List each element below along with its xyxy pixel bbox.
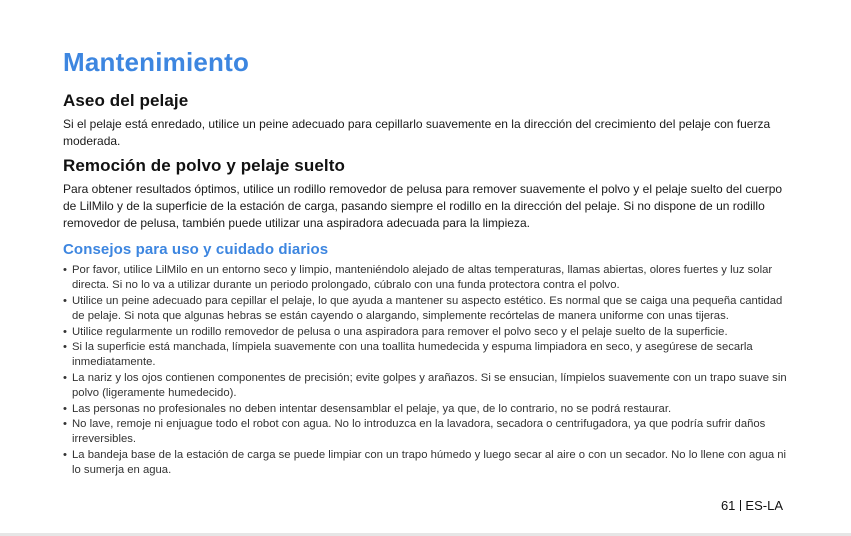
section-text-dust-removal: Para obtener resultados óptimos, utilice un rodillo removedor de pelusa para remover suavemente el polvo y el pelaje suelto del cuerpo de LilMilo y de la superficie de la estación de carga, pasando siempre el rodillo en la dirección del pelaje. Si no dispone de un rodillo removedor de pelusa, también puede utilizar una aspiradora adecuada para la limpieza.	[63, 182, 783, 230]
section-text-grooming: Si el pelaje está enredado, utilice un peine adecuado para cepillarlo suavemente en la dirección del crecimiento del pelaje con fuerza moderada.	[63, 117, 771, 148]
page-content	[63, 46, 791, 479]
bullet-icon: •	[63, 371, 67, 384]
section-heading-grooming: Aseo del pelaje	[63, 91, 189, 110]
list-item	[63, 402, 791, 417]
bullet-icon: •	[63, 402, 67, 415]
footer-divider	[740, 500, 741, 511]
list-item-text: Utilice regularmente un rodillo removedor de pelusa o una aspiradora para remover el polvo seco y el pelaje suelto de la superficie.	[72, 325, 728, 338]
page-title: Mantenimiento	[63, 47, 250, 77]
bullet-icon: •	[63, 418, 67, 431]
section-heading-dust-removal: Remoción de polvo y pelaje suelto	[63, 156, 345, 175]
locale-label: ES-LA	[745, 498, 783, 513]
page-footer	[721, 498, 783, 513]
list-item-text: Las personas no profesionales no deben intentar desensamblar el pelaje, ya que, de lo contrario, no se podrá restaurar.	[72, 402, 672, 415]
list-item	[63, 340, 791, 371]
list-item-text: Por favor, utilice LilMilo en un entorno seco y limpio, manteniéndolo alejado de altas temperaturas, llamas abiertas, olores fuertes y luz solar directa. Si no lo va a utilizar durante un periodo prolongado, cúbralo con una funda protectora contra el polvo.	[72, 264, 773, 292]
list-item-text: La nariz y los ojos contienen componentes de precisión; evite golpes y arañazos. Si se ensucian, límpielos suavemente con un trapo suave sin polvo (ligeramente humedecido).	[72, 371, 787, 400]
tips-heading: Consejos para uso y cuidado diarios	[63, 241, 329, 258]
list-item	[63, 294, 791, 325]
list-item	[63, 448, 791, 479]
tips-list	[63, 263, 791, 479]
bullet-icon: •	[63, 341, 67, 354]
list-item	[63, 263, 791, 294]
bullet-icon: •	[63, 264, 67, 276]
list-item	[63, 371, 791, 402]
page-number: 61	[720, 498, 736, 513]
list-item	[63, 325, 791, 340]
list-item-text: Utilice un peine adecuado para cepillar el pelaje, lo que ayuda a mantener su aspecto estético. Es normal que se caiga una pequeña cantidad de pelaje. Si nota que algunas hebras se están cayendo o alargando, simplemente recórtelas de manera uniforme con unas tijeras.	[72, 294, 783, 323]
bullet-icon: •	[63, 294, 67, 307]
list-item-text: La bandeja base de la estación de carga se puede limpiar con un trapo húmedo y luego secar al aire o con un secador. No lo llene con agua ni lo sumerja en agua.	[72, 448, 787, 477]
bullet-icon: •	[63, 325, 67, 338]
list-item	[63, 417, 791, 448]
list-item-text: Si la superficie está manchada, límpiela suavemente con una toallita humedecida y espuma limpiadora en seco, y asegúrese de secarla inmediatamente.	[72, 341, 753, 369]
list-item-text: No lave, remoje ni enjuague todo el robot con agua. No lo introduzca en la lavadora, secadora o centrifugadora, ya que podría sufrir daños irreversibles.	[72, 418, 766, 446]
bullet-icon: •	[63, 448, 67, 461]
